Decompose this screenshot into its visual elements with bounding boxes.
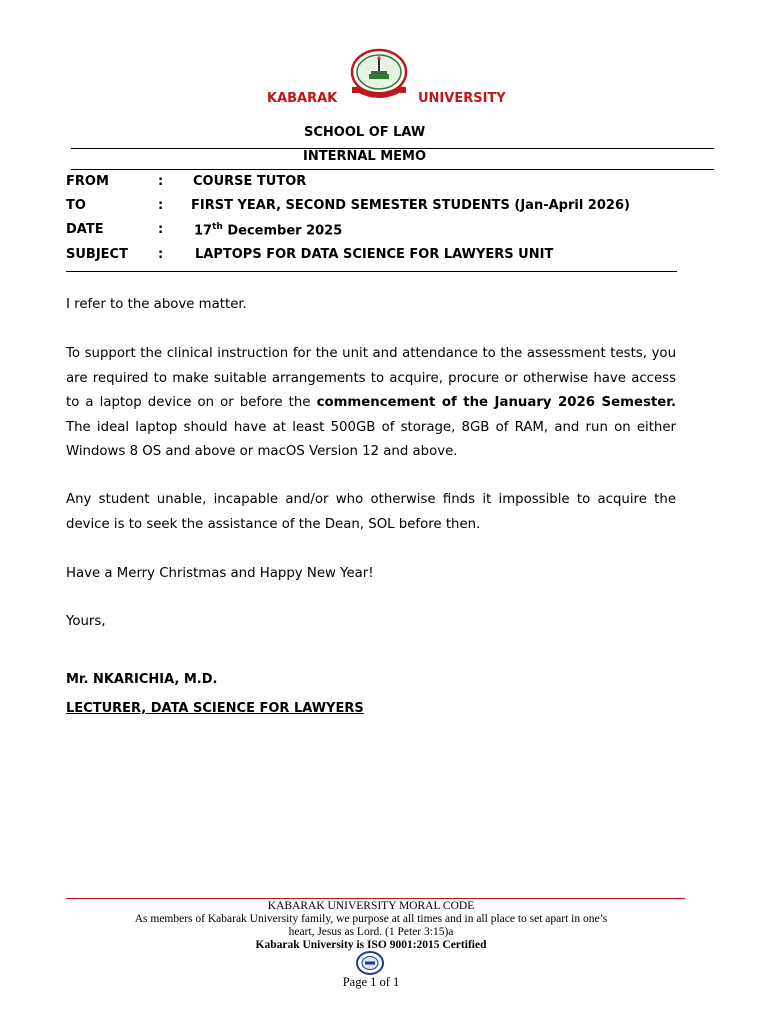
memo-header-rule-bottom (66, 271, 677, 272)
paragraph-requirements-part1: To support the clinical instruction for the unit and attendance to the assessment tests, you are required to make suitable arrangements to acquire, procure or otherwise have access to a laptop device on or before the (66, 346, 676, 410)
from-colon: : (158, 174, 164, 189)
paragraph-greeting: Have a Merry Christmas and Happy New Year! (66, 566, 374, 581)
iso-certification-seal (356, 951, 384, 975)
university-name-right: UNIVERSITY (418, 91, 506, 106)
page-number: Page 1 of 1 (342, 975, 400, 989)
paragraph-closing: Yours, (66, 614, 106, 629)
school-name: SCHOOL OF LAW (304, 125, 426, 140)
date-rest: December 2025 (222, 223, 343, 239)
footer-moral-code (66, 900, 676, 952)
date-colon: : (158, 222, 164, 237)
university-crest-logo (349, 47, 409, 105)
date-label: DATE (66, 222, 104, 237)
paragraph-requirements-bold: commencement of the January 2026 Semester. (316, 395, 677, 410)
date-day: 17 (194, 223, 213, 239)
iso-certification: Kabarak University is ISO 9001:2015 Certified (255, 939, 487, 951)
date-value (194, 222, 342, 238)
to-label: TO (66, 198, 86, 213)
moral-code-line2: heart, Jesus as Lord. (1 Peter 3:15)a (288, 926, 454, 938)
university-name-left: KABARAK (267, 91, 338, 106)
memo-doc-type: INTERNAL MEMO (303, 149, 427, 164)
moral-code-line1: As members of Kabarak University family, we purpose at all times and in all place to set apart in one’s (134, 913, 608, 925)
footer-rule (66, 898, 685, 899)
date-suffix: th (212, 222, 223, 232)
to-value: FIRST YEAR, SECOND SEMESTER STUDENTS (Jan-April 2026) (191, 198, 630, 213)
subject-value: LAPTOPS FOR DATA SCIENCE FOR LAWYERS UNIT (195, 247, 554, 262)
header-rule-middle (71, 169, 714, 170)
from-value: COURSE TUTOR (193, 174, 307, 189)
moral-code-title: KABARAK UNIVERSITY MORAL CODE (267, 900, 475, 912)
paragraph-requirements-part2: The ideal laptop should have at least 500GB of storage, 8GB of RAM, and run on either Windows 8 OS and above or macOS Version 12 and above. (66, 419, 676, 459)
to-colon: : (158, 198, 164, 213)
paragraph-intro: I refer to the above matter. (66, 297, 247, 312)
from-label: FROM (66, 174, 109, 189)
subject-colon: : (158, 247, 164, 262)
paragraph-assistance: Any student unable, incapable and/or who otherwise finds it impossible to acquire the device is to seek the assistance of the Dean, SOL before then. (66, 492, 676, 532)
signatory-title: LECTURER, DATA SCIENCE FOR LAWYERS (66, 701, 364, 716)
signatory-name: Mr. NKARICHIA, M.D. (66, 672, 218, 687)
paragraph-requirements (66, 342, 676, 465)
subject-label: SUBJECT (66, 247, 128, 262)
